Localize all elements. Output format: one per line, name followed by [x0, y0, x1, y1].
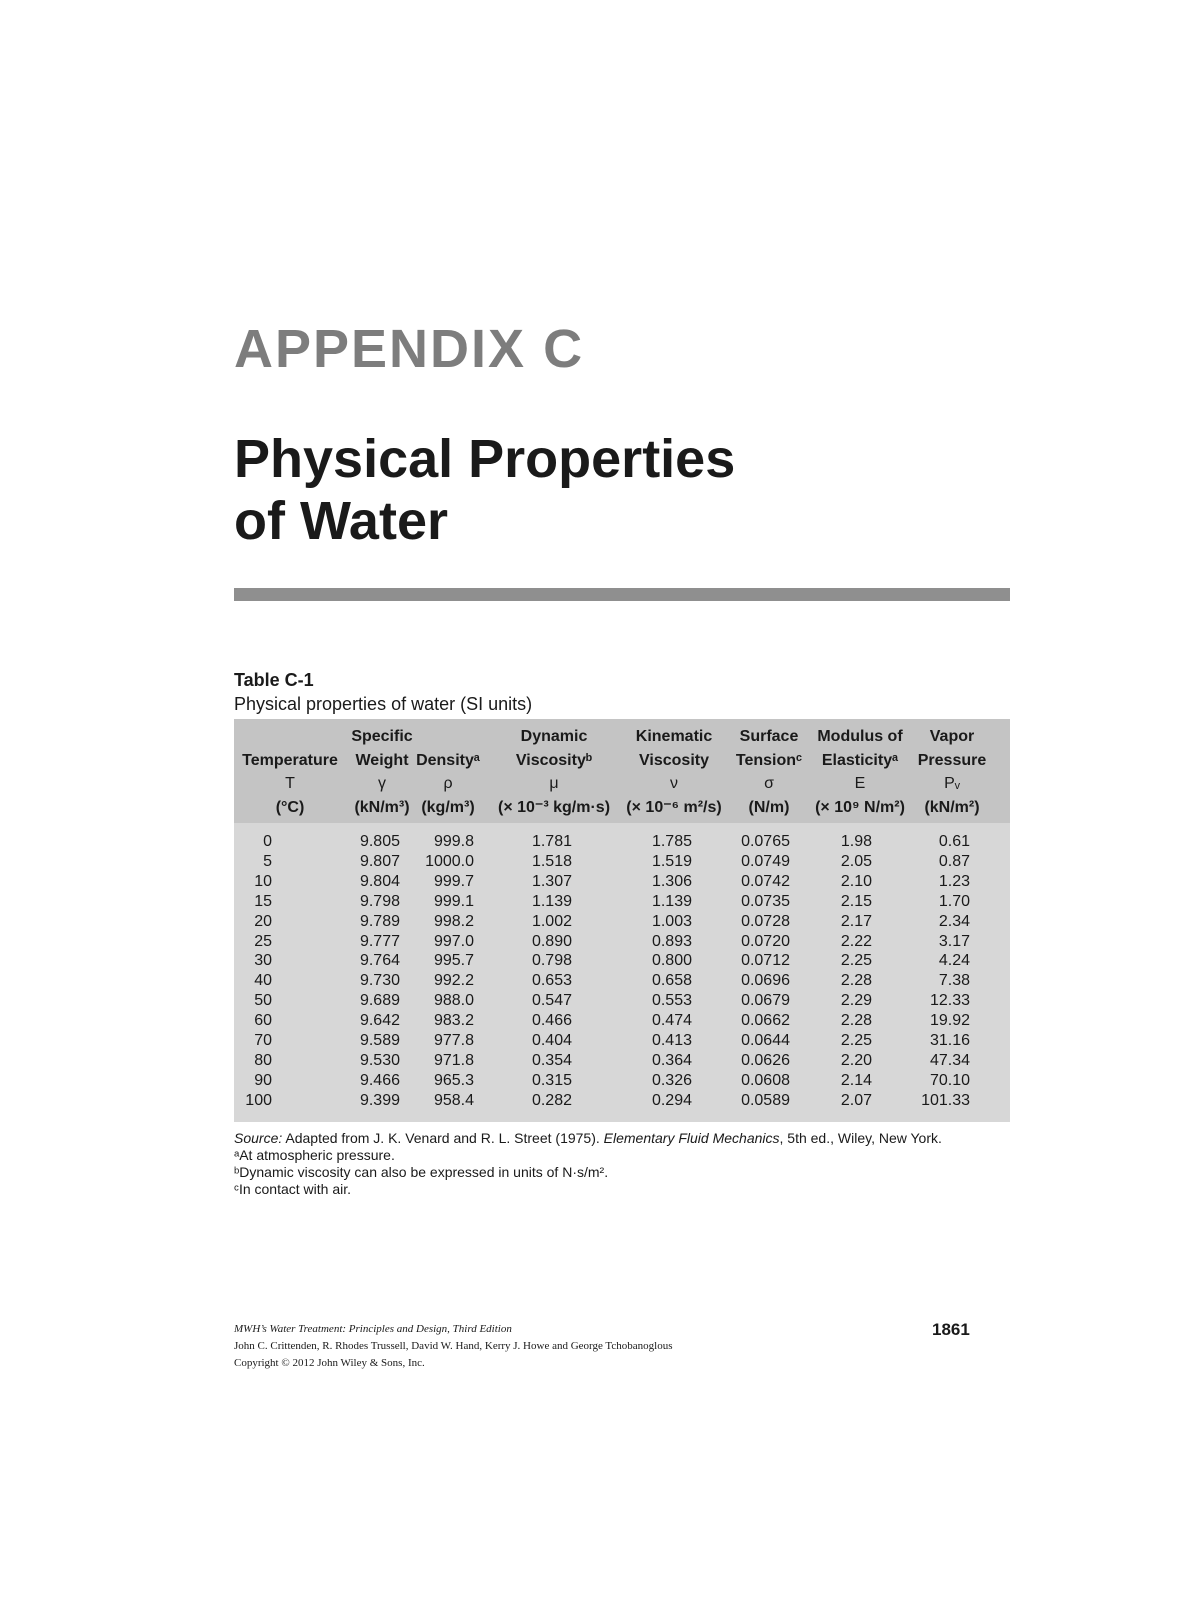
cell-modulus-elasticity: 2.10	[840, 872, 872, 890]
header-density	[412, 725, 484, 819]
cell-vapor-pressure: 2.34	[938, 912, 970, 930]
header-line: Modulus of	[817, 728, 903, 745]
cell-density: 997.0	[433, 932, 474, 950]
table-row	[234, 1031, 1010, 1051]
cell-vapor-pressure: 12.33	[929, 992, 970, 1010]
cell-temperature: 80	[254, 1051, 272, 1069]
source-note	[234, 1130, 1010, 1147]
cell-temperature: 20	[254, 912, 272, 930]
header-line: Pressure	[917, 751, 987, 769]
cell-kinematic-viscosity: 0.413	[651, 1032, 692, 1049]
cell-surface-tension: 0.0589	[741, 1091, 790, 1109]
header-line: ν	[670, 775, 678, 792]
cell-temperature: 40	[254, 972, 272, 990]
source-tail: , 5th ed., Wiley, New York.	[779, 1130, 942, 1146]
cell-specific-weight: 9.789	[359, 912, 400, 930]
cell-temperature: 0	[263, 833, 272, 850]
cell-modulus-elasticity: 2.14	[840, 1071, 872, 1089]
header-line: E	[854, 775, 866, 792]
cell-kinematic-viscosity: 0.294	[651, 1091, 692, 1109]
cell-specific-weight: 9.805	[359, 833, 400, 850]
table-row	[234, 971, 1010, 991]
cell-modulus-elasticity: 2.15	[840, 892, 872, 910]
chapter-title	[234, 428, 735, 552]
table-row	[234, 1051, 1010, 1071]
cell-surface-tension: 0.0735	[741, 892, 790, 910]
header-line: Specific	[351, 728, 413, 745]
cell-modulus-elasticity: 2.25	[840, 1032, 872, 1049]
title-rule	[234, 588, 1010, 601]
cell-temperature: 60	[254, 1012, 272, 1030]
cell-density: 999.1	[433, 892, 474, 910]
source-text: Adapted from J. K. Venard and R. L. Street (1975).	[282, 1130, 604, 1146]
header-line: (× 10⁻³ kg/m·s)	[497, 798, 611, 816]
cell-density: 958.4	[433, 1091, 474, 1109]
cell-dynamic-viscosity: 1.518	[531, 852, 572, 870]
cell-dynamic-viscosity: 0.404	[531, 1032, 572, 1049]
source-label: Source:	[234, 1130, 283, 1146]
cell-kinematic-viscosity: 0.364	[651, 1051, 692, 1069]
cell-vapor-pressure: 0.61	[938, 833, 970, 850]
cell-dynamic-viscosity: 0.466	[531, 1012, 572, 1030]
cell-dynamic-viscosity: 1.002	[531, 912, 572, 930]
cell-dynamic-viscosity: 0.547	[531, 992, 572, 1010]
cell-surface-tension: 0.0679	[741, 992, 790, 1010]
cell-dynamic-viscosity: 0.890	[531, 932, 572, 950]
cell-kinematic-viscosity: 1.306	[651, 872, 692, 890]
table-row	[234, 951, 1010, 971]
cell-modulus-elasticity: 2.05	[840, 852, 872, 870]
cell-modulus-elasticity: 2.22	[840, 932, 872, 950]
table-row	[234, 991, 1010, 1011]
cell-density: 998.2	[433, 912, 474, 930]
cell-dynamic-viscosity: 0.653	[531, 972, 572, 990]
cell-kinematic-viscosity: 0.658	[651, 972, 692, 990]
cell-density: 988.0	[433, 992, 474, 1010]
cell-density: 971.8	[433, 1051, 474, 1069]
cell-specific-weight: 9.530	[359, 1051, 400, 1069]
header-line: (× 10⁹ N/m²)	[815, 798, 905, 816]
cell-density: 965.3	[433, 1071, 474, 1089]
table-row	[234, 1091, 1010, 1111]
cell-temperature: 70	[254, 1032, 272, 1049]
table-row	[234, 932, 1010, 952]
cell-vapor-pressure: 1.23	[938, 872, 970, 890]
header-line: Pᵥ	[944, 775, 960, 792]
appendix-label: APPENDIX C	[234, 319, 585, 379]
header-line: (kN/m²)	[924, 798, 980, 816]
header-line: (N/m)	[748, 798, 790, 816]
cell-surface-tension: 0.0696	[741, 972, 790, 990]
cell-density: 999.8	[433, 833, 474, 850]
header-kinematic-viscosity	[614, 725, 734, 819]
table-row	[234, 892, 1010, 912]
header-line: Weight	[355, 751, 409, 769]
cell-modulus-elasticity: 2.25	[840, 952, 872, 970]
table-row	[234, 1071, 1010, 1091]
cell-kinematic-viscosity: 1.003	[651, 912, 692, 930]
header-line: Kinematic	[635, 728, 713, 745]
cell-dynamic-viscosity: 1.139	[531, 892, 572, 910]
cell-vapor-pressure: 47.34	[929, 1051, 970, 1069]
cell-vapor-pressure: 31.16	[929, 1032, 970, 1049]
cell-vapor-pressure: 101.33	[921, 1091, 970, 1109]
properties-table	[234, 719, 1010, 1122]
cell-density: 995.7	[433, 952, 474, 970]
cell-specific-weight: 9.798	[359, 892, 400, 910]
table-row	[234, 852, 1010, 872]
header-specific-weight	[347, 725, 417, 819]
cell-dynamic-viscosity: 1.307	[531, 872, 572, 890]
header-line: Surface	[739, 728, 799, 745]
cell-vapor-pressure: 3.17	[938, 932, 970, 950]
cell-temperature: 90	[254, 1071, 272, 1089]
cell-density: 992.2	[433, 972, 474, 990]
header-line: μ	[549, 775, 559, 792]
cell-kinematic-viscosity: 1.785	[651, 833, 692, 850]
cell-specific-weight: 9.466	[359, 1071, 400, 1089]
header-line: Elasticityᵃ	[821, 751, 899, 769]
header-line: Viscosity	[639, 751, 709, 769]
cell-temperature: 10	[254, 872, 272, 890]
cell-surface-tension: 0.0720	[741, 932, 790, 950]
header-surface-tension	[724, 725, 814, 819]
cell-kinematic-viscosity: 1.139	[651, 892, 692, 910]
cell-temperature: 30	[254, 952, 272, 970]
cell-density: 983.2	[433, 1012, 474, 1030]
header-dynamic-viscosity	[489, 725, 619, 819]
cell-kinematic-viscosity: 1.519	[651, 852, 692, 870]
header-temperature	[234, 725, 346, 819]
cell-specific-weight: 9.777	[359, 932, 400, 950]
cell-surface-tension: 0.0728	[741, 912, 790, 930]
header-line: (× 10⁻⁶ m²/s)	[626, 798, 722, 816]
page-footer	[234, 1321, 974, 1372]
cell-surface-tension: 0.0712	[741, 952, 790, 970]
cell-kinematic-viscosity: 0.893	[651, 932, 692, 950]
header-line: (kg/m³)	[421, 798, 475, 816]
table-row	[234, 832, 1010, 852]
cell-kinematic-viscosity: 0.474	[651, 1012, 692, 1030]
table-caption: Physical properties of water (SI units)	[234, 694, 533, 714]
cell-surface-tension: 0.0742	[741, 872, 790, 890]
header-line: σ	[764, 775, 774, 792]
header-line: (°C)	[275, 798, 305, 816]
header-line: Dynamic	[520, 728, 588, 745]
cell-dynamic-viscosity: 0.315	[531, 1071, 572, 1089]
header-line	[412, 725, 484, 749]
cell-vapor-pressure: 19.92	[929, 1012, 970, 1030]
header-vapor-pressure	[912, 725, 992, 819]
header-line: Viscosityᵇ	[515, 751, 593, 769]
cell-modulus-elasticity: 2.29	[840, 992, 872, 1010]
chapter-title-line-1: Physical Properties	[234, 429, 736, 489]
cell-specific-weight: 9.730	[359, 972, 400, 990]
footer-authors: John C. Crittenden, R. Rhodes Trussell, David W. Hand, Kerry J. Howe and George Tchobanoglous	[234, 1340, 673, 1352]
cell-specific-weight: 9.689	[359, 992, 400, 1010]
header-line: (kN/m³)	[354, 798, 410, 816]
cell-surface-tension: 0.0662	[741, 1012, 790, 1030]
cell-modulus-elasticity: 2.28	[840, 1012, 872, 1030]
header-line: γ	[378, 775, 386, 792]
cell-modulus-elasticity: 2.20	[840, 1051, 872, 1069]
header-modulus-elasticity	[805, 725, 915, 819]
cell-temperature: 25	[254, 932, 272, 950]
cell-vapor-pressure: 0.87	[938, 852, 970, 870]
cell-modulus-elasticity: 2.07	[840, 1091, 872, 1109]
header-line: Densityᵃ	[416, 751, 480, 769]
footer-copyright: Copyright © 2012 John Wiley & Sons, Inc.	[234, 1357, 425, 1369]
cell-kinematic-viscosity: 0.800	[651, 952, 692, 970]
cell-vapor-pressure: 7.38	[938, 972, 970, 990]
page-number: 1861	[932, 1320, 970, 1339]
header-line: ρ	[443, 775, 453, 792]
cell-temperature: 15	[254, 892, 272, 910]
table-row	[234, 1011, 1010, 1031]
header-line: Vapor	[929, 728, 975, 745]
cell-temperature: 5	[263, 852, 272, 870]
footnote-b: ᵇDynamic viscosity can also be expressed in units of N·s/m².	[234, 1164, 609, 1180]
header-line: T	[285, 775, 295, 792]
cell-dynamic-viscosity: 0.798	[531, 952, 572, 970]
header-line: Temperature	[242, 751, 338, 769]
chapter-title-line-2: of Water	[234, 491, 448, 551]
cell-kinematic-viscosity: 0.553	[651, 992, 692, 1010]
table-row	[234, 912, 1010, 932]
cell-density: 1000.0	[425, 852, 474, 870]
table-header	[234, 719, 1010, 823]
header-line	[234, 725, 346, 749]
cell-surface-tension: 0.0749	[741, 852, 790, 870]
cell-dynamic-viscosity: 1.781	[531, 833, 572, 850]
cell-vapor-pressure: 1.70	[938, 892, 970, 910]
cell-temperature: 50	[254, 992, 272, 1010]
cell-surface-tension: 0.0644	[741, 1032, 790, 1049]
table-footnotes	[234, 1130, 1010, 1198]
cell-kinematic-viscosity: 0.326	[651, 1071, 692, 1089]
cell-surface-tension: 0.0608	[741, 1071, 790, 1089]
cell-dynamic-viscosity: 0.282	[531, 1091, 572, 1109]
cell-specific-weight: 9.804	[359, 872, 400, 890]
cell-temperature: 100	[245, 1091, 272, 1109]
cell-specific-weight: 9.589	[359, 1032, 400, 1049]
cell-specific-weight: 9.764	[359, 952, 400, 970]
footnote-c: ᶜIn contact with air.	[234, 1181, 352, 1197]
cell-vapor-pressure: 70.10	[929, 1071, 970, 1089]
cell-specific-weight: 9.399	[359, 1091, 400, 1109]
table-row	[234, 872, 1010, 892]
cell-modulus-elasticity: 2.17	[840, 912, 872, 930]
cell-surface-tension: 0.0765	[741, 833, 790, 850]
cell-specific-weight: 9.642	[359, 1012, 400, 1030]
cell-density: 977.8	[433, 1032, 474, 1049]
cell-modulus-elasticity: 1.98	[840, 833, 872, 850]
cell-surface-tension: 0.0626	[741, 1051, 790, 1069]
source-book: Elementary Fluid Mechanics	[603, 1130, 780, 1146]
cell-density: 999.7	[433, 872, 474, 890]
cell-dynamic-viscosity: 0.354	[531, 1051, 572, 1069]
footer-book-title: MWH’s Water Treatment: Principles and Design, Third Edition	[234, 1323, 512, 1335]
cell-specific-weight: 9.807	[359, 852, 400, 870]
table-label: Table C-1	[234, 670, 314, 690]
footnote-a: ᵃAt atmospheric pressure.	[234, 1147, 395, 1163]
header-line: Tensionᶜ	[735, 751, 803, 769]
cell-vapor-pressure: 4.24	[938, 952, 970, 970]
cell-modulus-elasticity: 2.28	[840, 972, 872, 990]
